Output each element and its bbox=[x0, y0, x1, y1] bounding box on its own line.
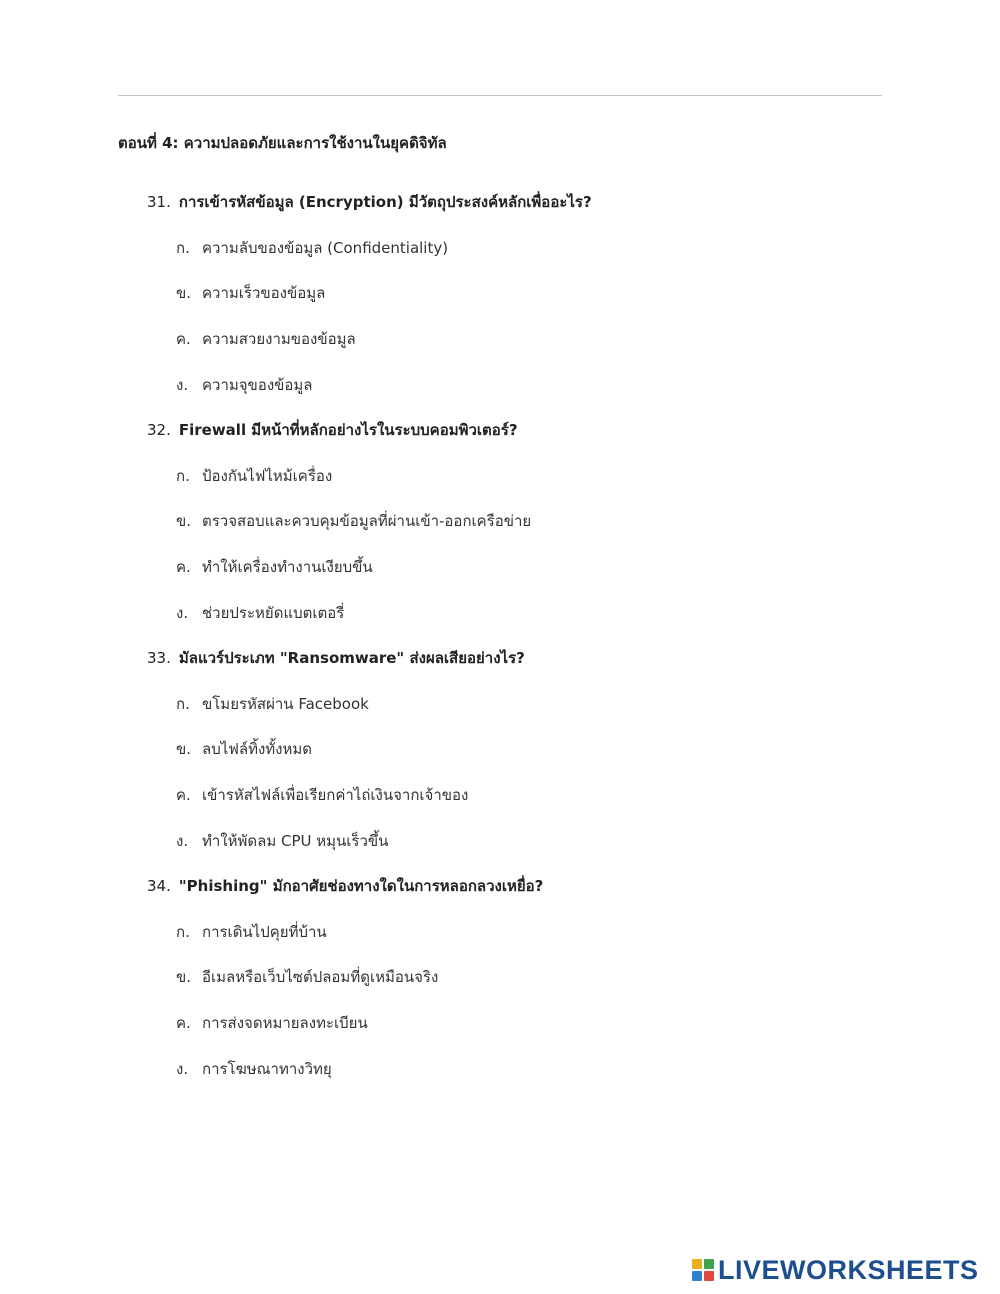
liveworksheets-logo bbox=[692, 1255, 979, 1285]
choice-letter: ข. bbox=[176, 512, 192, 530]
choice-letter: ง. bbox=[176, 376, 189, 394]
choice-text: ความลับของข้อมูล (Confidentiality) bbox=[202, 239, 449, 257]
question-32 bbox=[147, 418, 518, 442]
choice-letter: ก. bbox=[176, 467, 190, 485]
choice-letter: ก. bbox=[176, 239, 190, 257]
question-text: Firewall มีหน้าที่หลักอย่างไรในระบบคอมพิวเตอร์? bbox=[178, 421, 518, 439]
question-text: มัลแวร์ประเภท "Ransomware" ส่งผลเสียอย่างไร? bbox=[178, 649, 525, 667]
question-34 bbox=[147, 874, 543, 898]
choice-letter: ค. bbox=[176, 330, 191, 348]
choice-text: เข้ารหัสไฟล์เพื่อเรียกค่าไถ่เงินจากเจ้าของ bbox=[202, 786, 469, 804]
choice-text: ลบไฟล์ทิ้งทั้งหมด bbox=[202, 740, 313, 758]
choice-text: ป้องกันไฟไหม้เครื่อง bbox=[202, 467, 333, 485]
choice-31-d[interactable] bbox=[176, 373, 313, 397]
choice-32-a[interactable] bbox=[176, 464, 332, 488]
question-31 bbox=[147, 190, 592, 214]
choice-33-b[interactable] bbox=[176, 737, 312, 761]
choice-letter: ง. bbox=[176, 832, 189, 850]
choice-34-a[interactable] bbox=[176, 920, 327, 944]
choice-text: ความเร็วของข้อมูล bbox=[202, 284, 326, 302]
choice-text: ความจุของข้อมูล bbox=[202, 376, 313, 394]
question-number: 33. bbox=[147, 649, 171, 667]
choice-text: การโฆษณาทางวิทยุ bbox=[202, 1060, 332, 1078]
choice-31-a[interactable] bbox=[176, 236, 448, 260]
question-number: 31. bbox=[147, 193, 171, 211]
choice-text: ทำให้เครื่องทำงานเงียบขึ้น bbox=[202, 558, 373, 576]
choice-letter: ก. bbox=[176, 923, 190, 941]
choice-text: ช่วยประหยัดแบตเตอรี่ bbox=[202, 604, 345, 622]
choice-32-b[interactable] bbox=[176, 509, 531, 533]
choice-letter: ก. bbox=[176, 695, 190, 713]
choice-text: อีเมลหรือเว็บไซต์ปลอมที่ดูเหมือนจริง bbox=[202, 968, 439, 986]
choice-letter: ค. bbox=[176, 786, 191, 804]
logo-square-icon bbox=[692, 1271, 702, 1281]
choice-letter: ข. bbox=[176, 968, 192, 986]
section-title: ตอนที่ 4: ความปลอดภัยและการใช้งานในยุคดิจิทัล bbox=[118, 134, 447, 152]
header-divider bbox=[118, 95, 882, 96]
choice-text: ขโมยรหัสผ่าน Facebook bbox=[202, 695, 369, 713]
choice-letter: ข. bbox=[176, 284, 192, 302]
choice-letter: ค. bbox=[176, 1014, 191, 1032]
choice-text: ความสวยงามของข้อมูล bbox=[202, 330, 356, 348]
choice-32-d[interactable] bbox=[176, 601, 344, 625]
choice-letter: ข. bbox=[176, 740, 192, 758]
choice-33-d[interactable] bbox=[176, 829, 388, 853]
logo-square-icon bbox=[704, 1271, 714, 1281]
logo-text: LIVEWORKSHEETS bbox=[718, 1255, 979, 1285]
question-33 bbox=[147, 646, 525, 670]
question-text: การเข้ารหัสข้อมูล (Encryption) มีวัตถุประสงค์หลักเพื่ออะไร? bbox=[178, 193, 592, 211]
choice-34-d[interactable] bbox=[176, 1057, 332, 1081]
question-number: 32. bbox=[147, 421, 171, 439]
choice-33-c[interactable] bbox=[176, 783, 468, 807]
choice-text: ตรวจสอบและควบคุมข้อมูลที่ผ่านเข้า-ออกเครือข่าย bbox=[202, 512, 532, 530]
choice-letter: ง. bbox=[176, 1060, 189, 1078]
logo-square-icon bbox=[692, 1259, 702, 1269]
choice-text: ทำให้พัดลม CPU หมุนเร็วขึ้น bbox=[202, 832, 389, 850]
choice-33-a[interactable] bbox=[176, 692, 369, 716]
choice-letter: ง. bbox=[176, 604, 189, 622]
choice-letter: ค. bbox=[176, 558, 191, 576]
choice-31-c[interactable] bbox=[176, 327, 356, 351]
logo-square-icon bbox=[704, 1259, 714, 1269]
choice-text: การส่งจดหมายลงทะเบียน bbox=[202, 1014, 368, 1032]
choice-31-b[interactable] bbox=[176, 281, 325, 305]
choice-34-b[interactable] bbox=[176, 965, 438, 989]
choice-32-c[interactable] bbox=[176, 555, 373, 579]
choice-text: การเดินไปคุยที่บ้าน bbox=[202, 923, 327, 941]
choice-34-c[interactable] bbox=[176, 1011, 368, 1035]
logo-mark-icon bbox=[692, 1259, 714, 1281]
question-text: "Phishing" มักอาศัยช่องทางใดในการหลอกลวงเหยื่อ? bbox=[178, 877, 544, 895]
question-number: 34. bbox=[147, 877, 171, 895]
